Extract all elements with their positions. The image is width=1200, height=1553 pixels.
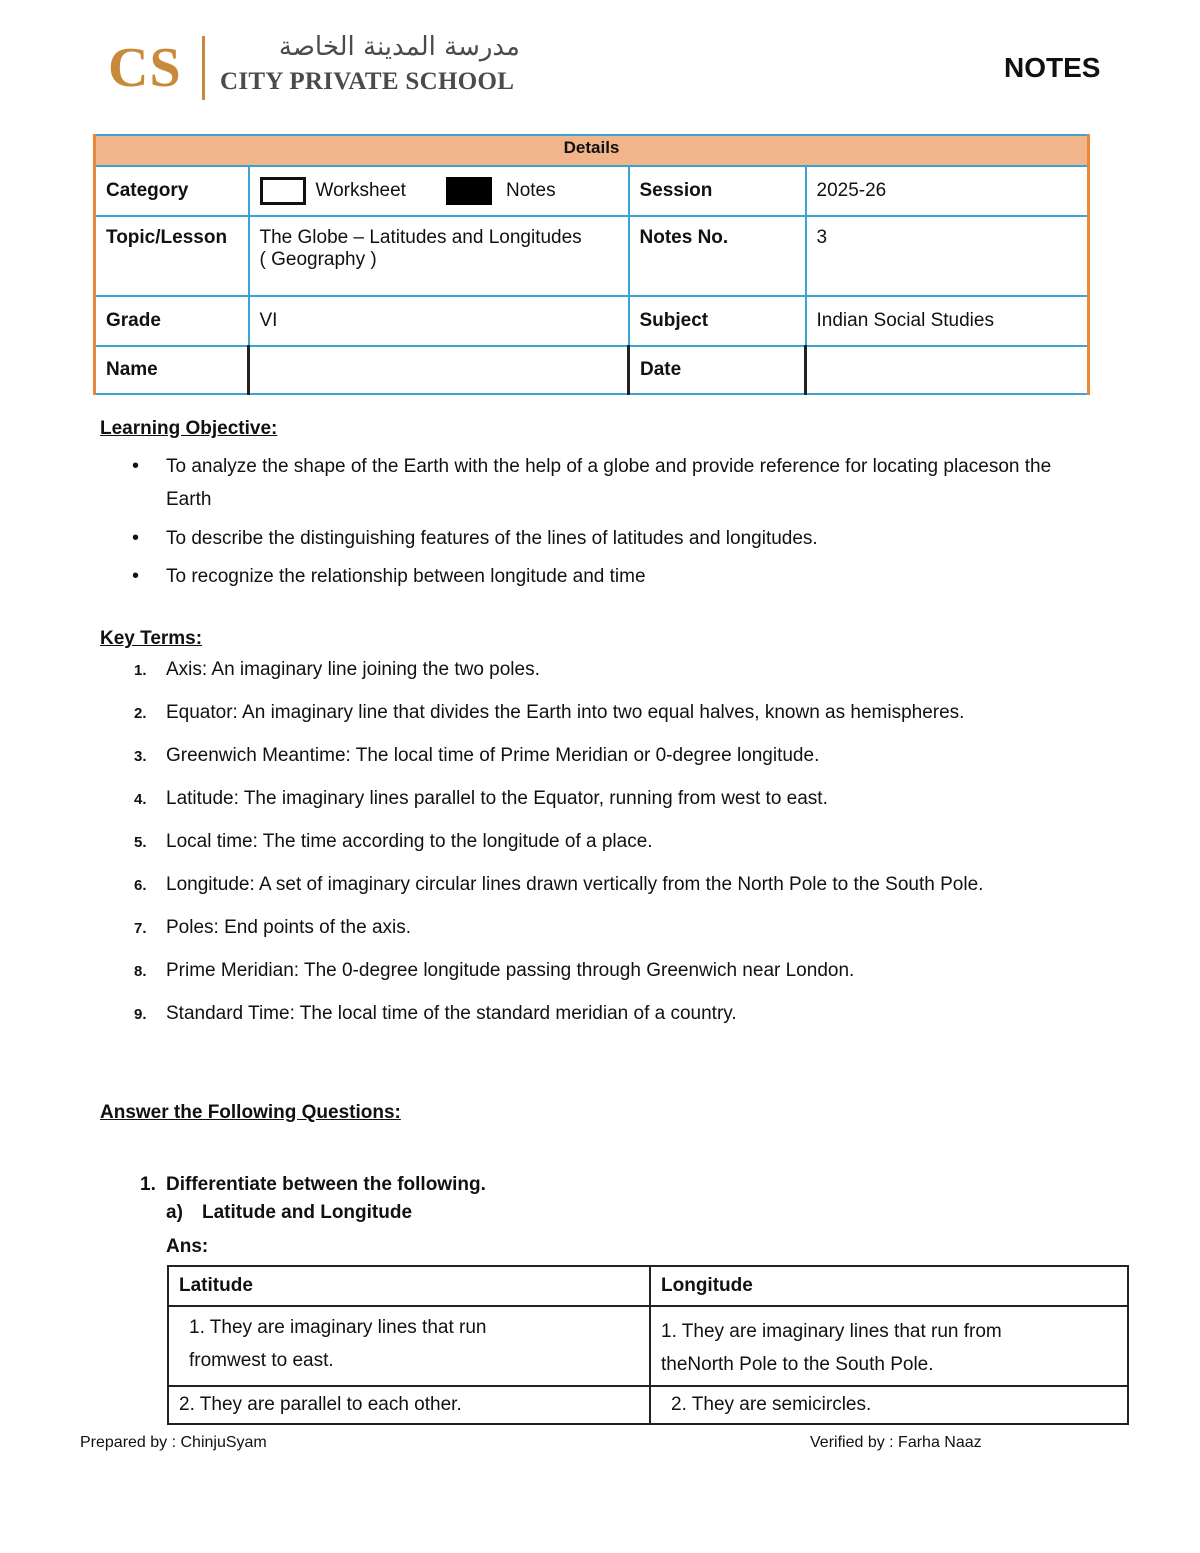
school-name-arabic: مدرسة المدينة الخاصة <box>278 32 520 62</box>
subject-label: Subject <box>629 296 806 346</box>
topic-value-line1: The Globe – Latitudes and Longitudes <box>259 227 582 248</box>
notes-no-label: Notes No. <box>629 216 806 296</box>
key-term-item <box>132 656 1132 699</box>
questions-heading: Answer the Following Questions: <box>100 1102 401 1123</box>
answer-cell <box>168 1306 650 1386</box>
key-term-text: Local time: The time according to the longitude of a place. <box>166 831 653 852</box>
objective-item: • To describe the distinguishing features of the lines of latitudes and longitudes. <box>132 522 1092 555</box>
key-term-text: Greenwich Meantime: The local time of Prime Meridian or 0-degree longitude. <box>166 745 820 766</box>
question-1-number: 1. <box>140 1174 156 1195</box>
details-table <box>93 134 1090 395</box>
objective-item: • To analyze the shape of the Earth with the help of a globe and provide reference for locating placeson the Earth <box>132 450 1092 516</box>
key-term-text: Equator: An imaginary line that divides the Earth into two equal halves, known as hemispheres. <box>166 702 965 723</box>
objective-item: • To recognize the relationship between longitude and time <box>132 560 1092 593</box>
key-term-text: Axis: An imaginary line joining the two poles. <box>166 659 540 680</box>
question-1a-text: Latitude and Longitude <box>202 1202 413 1223</box>
question-1a-label: a) <box>166 1202 183 1223</box>
verified-by: Verified by : Farha Naaz <box>810 1434 982 1451</box>
answer-cell: 2. They are parallel to each other. <box>168 1386 650 1424</box>
learning-objective-list <box>132 450 1092 593</box>
session-label: Session <box>629 166 806 216</box>
key-term-item <box>132 914 1132 957</box>
key-term-item <box>132 785 1132 828</box>
answer-cell: 2. They are semicircles. <box>650 1386 1128 1424</box>
key-term-item <box>132 957 1132 1000</box>
answer-cell-line: 1. They are imaginary lines that run <box>189 1317 487 1338</box>
key-term-number: 9. <box>134 1006 147 1023</box>
logo-divider <box>202 36 205 100</box>
school-logo <box>108 34 528 106</box>
topic-label: Topic/Lesson <box>95 216 249 296</box>
key-term-number: 7. <box>134 920 147 937</box>
details-title: Details <box>95 135 1089 166</box>
key-term-number: 1. <box>134 662 147 679</box>
key-term-item <box>132 699 1132 742</box>
school-name-english: CITY PRIVATE SCHOOL <box>220 68 515 95</box>
date-field[interactable] <box>806 346 1089 394</box>
key-term-item <box>132 742 1132 785</box>
key-term-item <box>132 1000 1132 1043</box>
key-term-number: 8. <box>134 963 147 980</box>
key-term-number: 3. <box>134 748 147 765</box>
key-term-item <box>132 871 1132 914</box>
category-options <box>249 166 629 216</box>
document-type-title: NOTES <box>1004 52 1101 83</box>
key-term-number: 4. <box>134 791 147 808</box>
answer-cell <box>650 1306 1128 1386</box>
grade-label: Grade <box>95 296 249 346</box>
session-value: 2025-26 <box>806 166 1089 216</box>
notes-option-label: Notes <box>505 180 556 202</box>
worksheet-checkbox[interactable] <box>260 177 306 205</box>
name-field[interactable] <box>249 346 629 394</box>
subject-value: Indian Social Studies <box>806 296 1089 346</box>
category-label: Category <box>95 166 249 216</box>
topic-value <box>249 216 629 296</box>
key-term-number: 5. <box>134 834 147 851</box>
key-term-text: Prime Meridian: The 0-degree longitude passing through Greenwich near London. <box>166 960 855 981</box>
answer-table <box>167 1265 1129 1425</box>
topic-value-line2: ( Geography ) <box>259 249 377 270</box>
learning-objective-heading: Learning Objective: <box>100 418 278 439</box>
key-terms-heading: Key Terms: <box>100 628 203 649</box>
key-term-item <box>132 828 1132 871</box>
date-label: Date <box>629 346 806 394</box>
answer-cell-line: 1. They are imaginary lines that run from <box>661 1321 1002 1342</box>
key-term-text: Latitude: The imaginary lines parallel to the Equator, running from west to east. <box>166 788 828 809</box>
notes-no-value: 3 <box>806 216 1089 296</box>
answer-cell-line: theNorth Pole to the South Pole. <box>661 1354 934 1375</box>
name-label: Name <box>95 346 249 394</box>
key-term-text: Longitude: A set of imaginary circular lines drawn vertically from the North Pole to the South Pole. <box>166 874 984 895</box>
question-1-text: Differentiate between the following. <box>166 1174 486 1195</box>
worksheet-option-label: Worksheet <box>315 180 406 202</box>
prepared-by: Prepared by : ChinjuSyam <box>80 1434 267 1451</box>
logo-letters: CS <box>108 37 182 99</box>
answer-cell-line: fromwest to east. <box>189 1350 334 1371</box>
key-term-number: 2. <box>134 705 147 722</box>
key-terms-list <box>132 656 1132 1043</box>
answer-label: Ans: <box>166 1236 209 1257</box>
key-term-text: Standard Time: The local time of the standard meridian of a country. <box>166 1003 737 1024</box>
answer-col-header-latitude: Latitude <box>168 1266 650 1306</box>
notes-checkbox-checked[interactable] <box>446 177 492 205</box>
answer-col-header-longitude: Longitude <box>650 1266 1128 1306</box>
grade-value: VI <box>249 296 629 346</box>
key-term-text: Poles: End points of the axis. <box>166 917 412 938</box>
key-term-number: 6. <box>134 877 147 894</box>
